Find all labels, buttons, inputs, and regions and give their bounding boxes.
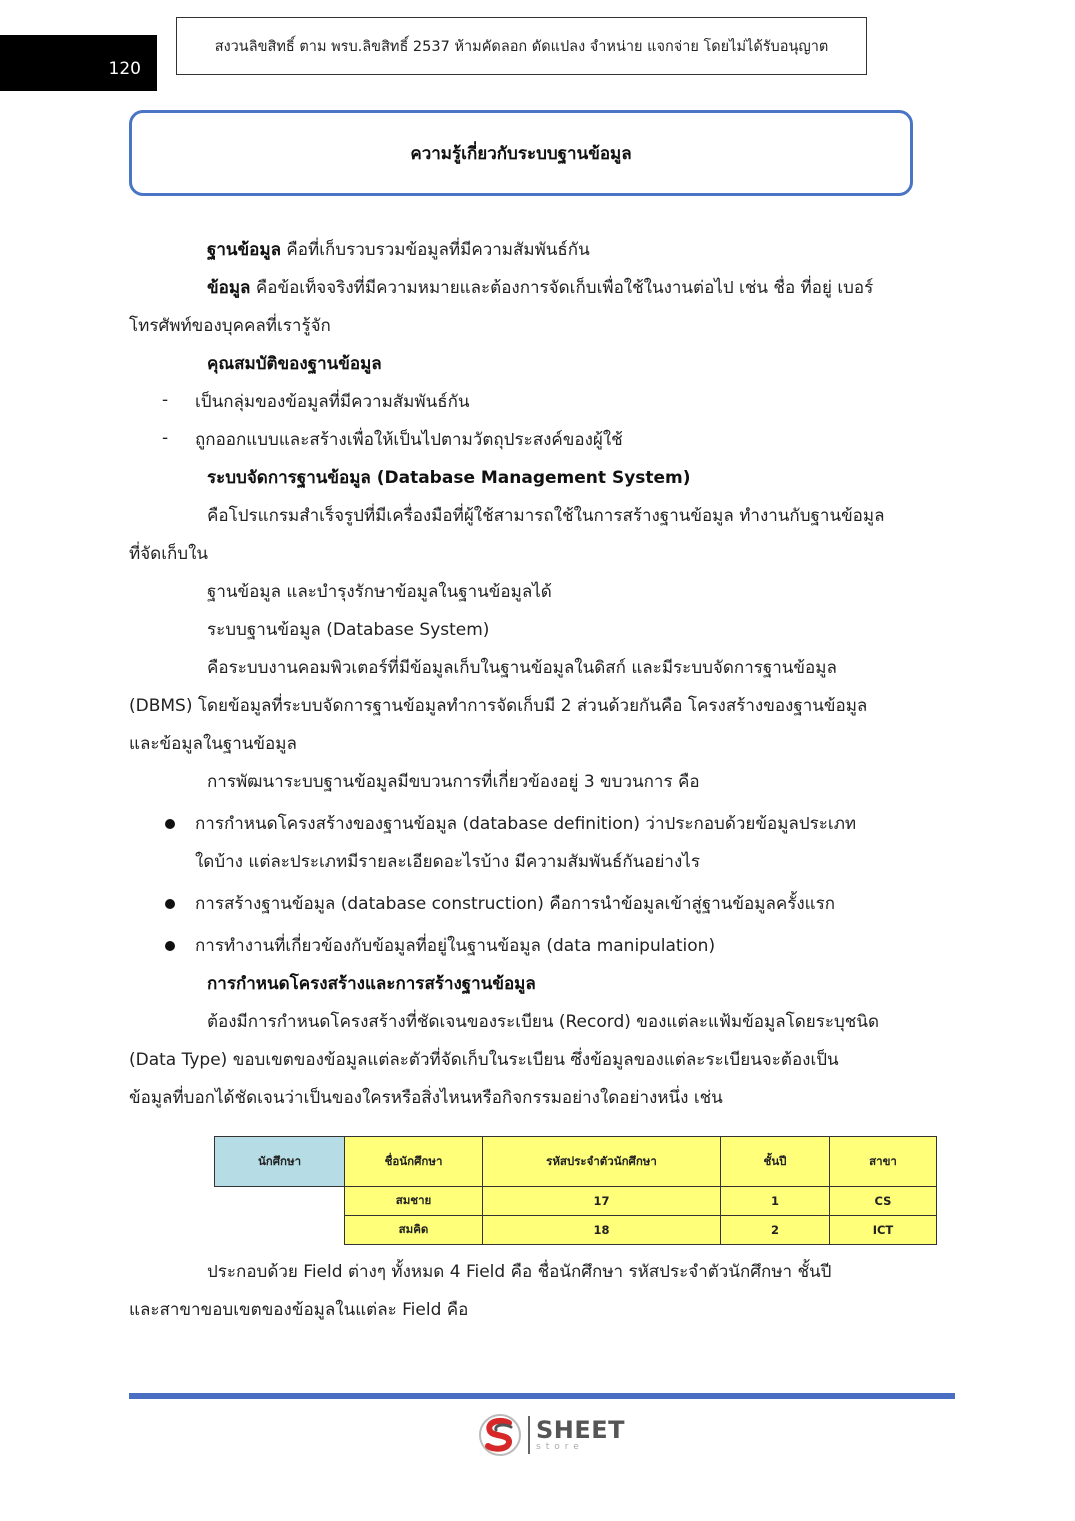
paragraph-dbms-2: ที่จัดเก็บใน xyxy=(129,544,209,564)
table-header-cell: รหัสประจำตัวนักศึกษา xyxy=(483,1137,721,1187)
page-title: ความรู้เกี่ยวกับระบบฐานข้อมูล xyxy=(129,110,913,196)
dash-marker: - xyxy=(162,428,169,448)
paragraph-dbs-2: (DBMS) โดยข้อมูลที่ระบบจัดการฐานข้อมูลทำการจัดเก็บมี 2 ส่วนด้วยกันคือ โครงสร้างของฐานข้อมูล xyxy=(129,696,868,716)
table-cell: 1 xyxy=(721,1187,830,1216)
property-item-1: เป็นกลุ่มของข้อมูลที่มีความสัมพันธ์กัน xyxy=(195,392,470,412)
table-cell: ICT xyxy=(830,1216,937,1245)
paragraph-fields-2: และสาขาขอบเขตของข้อมูลในแต่ละ Field คือ xyxy=(129,1300,469,1320)
bullet-icon xyxy=(165,941,175,951)
table-cell: สมชาย xyxy=(345,1187,483,1216)
logo-subtext: store xyxy=(536,1442,584,1452)
table-cell: 18 xyxy=(483,1216,721,1245)
paragraph-development: การพัฒนาระบบฐานข้อมูลมีขบวนการที่เกี่ยวข้องอยู่ 3 ขบวนการ คือ xyxy=(207,772,700,792)
bullet-item-2: การสร้างฐานข้อมูล (database construction) คือการนำข้อมูลเข้าสู่ฐานข้อมูลครั้งแรก xyxy=(195,894,836,914)
bullet-item-1: การกำหนดโครงสร้างของฐานข้อมูล (database definition) ว่าประกอบด้วยข้อมูลประเภท xyxy=(195,814,857,834)
dash-marker: - xyxy=(162,390,169,410)
paragraph-dbms-3: ฐานข้อมูล และบำรุงรักษาข้อมูลในฐานข้อมูลได้ xyxy=(207,582,552,602)
paragraph-dbs-1: คือระบบงานคอมพิวเตอร์ที่มีข้อมูลเก็บในฐานข้อมูลในดิสก์ และมีระบบจัดการฐานข้อมูล xyxy=(207,658,837,678)
table-header-cell: ชื่อนักศึกษา xyxy=(345,1137,483,1187)
heading-structure: การกำหนดโครงสร้างและการสร้างฐานข้อมูล xyxy=(207,974,536,994)
footer-divider xyxy=(129,1393,955,1399)
paragraph-structure-1: ต้องมีการกำหนดโครงสร้างที่ชัดเจนของระเบียน (Record) ของแต่ละแฟ้มข้อมูลโดยระบุชนิด xyxy=(207,1012,879,1032)
sheet-logo-icon xyxy=(478,1413,522,1457)
paragraph-data-definition: ข้อมูล คือข้อเท็จจริงที่มีความหมายและต้องการจัดเก็บเพื่อใช้ในงานต่อไป เช่น ชื่อ ที่อยู่ เบอร์ xyxy=(207,278,874,298)
bullet-icon xyxy=(165,899,175,909)
student-table xyxy=(214,1136,937,1245)
paragraph-fields-1: ประกอบด้วย Field ต่างๆ ทั้งหมด 4 Field คือ ชื่อนักศึกษา รหัสประจำตัวนักศึกษา ชั้นปี xyxy=(207,1262,832,1282)
heading-dbms: ระบบจัดการฐานข้อมูล (Database Management System) xyxy=(207,468,691,488)
heading-database-system: ระบบฐานข้อมูล (Database System) xyxy=(207,620,490,640)
heading-properties: คุณสมบัติของฐานข้อมูล xyxy=(207,354,382,374)
bullet-icon xyxy=(165,819,175,829)
paragraph-structure-3: ข้อมูลที่บอกได้ชัดเจนว่าเป็นของใครหรือสิ่งไหนหรือกิจกรรมอย่างใดอย่างหนึ่ง เช่น xyxy=(129,1088,723,1108)
paragraph-structure-2: (Data Type) ขอบเขตของข้อมูลแต่ละตัวที่จัดเก็บในระเบียน ซึ่งข้อมูลของแต่ละระเบียนจะต้องเป็น xyxy=(129,1050,839,1070)
table-row xyxy=(215,1187,937,1216)
table-entity-cell: นักศึกษา xyxy=(215,1137,345,1187)
copyright-notice: สงวนลิขสิทธิ์ ตาม พรบ.ลิขสิทธิ์ 2537 ห้ามคัดลอก ดัดแปลง จำหน่าย แจกจ่าย โดยไม่ได้รับอนุญาต xyxy=(176,17,867,75)
paragraph-dbms-1: คือโปรแกรมสำเร็จรูปที่มีเครื่องมือที่ผู้ใช้สามารถใช้ในการสร้างฐานข้อมูล ทำงานกับฐานข้อมูล xyxy=(207,506,885,526)
sheet-store-logo xyxy=(478,1410,625,1460)
table-cell: 17 xyxy=(483,1187,721,1216)
table-cell: CS xyxy=(830,1187,937,1216)
paragraph-dbs-3: และข้อมูลในฐานข้อมูล xyxy=(129,734,297,754)
property-item-2: ถูกออกแบบและสร้างเพื่อให้เป็นไปตามวัตถุประสงค์ของผู้ใช้ xyxy=(195,430,623,450)
table-header-cell: ชั้นปี xyxy=(721,1137,830,1187)
paragraph-data-definition-cont: โทรศัพท์ของบุคคลที่เรารู้จัก xyxy=(129,316,331,336)
table-header-cell: สาขา xyxy=(830,1137,937,1187)
table-row xyxy=(215,1216,937,1245)
bullet-item-1-cont: ใดบ้าง แต่ละประเภทมีรายละเอียดอะไรบ้าง มีความสัมพันธ์กันอย่างไร xyxy=(195,852,700,872)
table-cell: 2 xyxy=(721,1216,830,1245)
table-cell: สมคิด xyxy=(345,1216,483,1245)
page-number: 120 xyxy=(0,35,157,91)
bullet-item-3: การทำงานที่เกี่ยวข้องกับข้อมูลที่อยู่ในฐานข้อมูล (data manipulation) xyxy=(195,936,716,956)
logo-wordmark: SHEET xyxy=(536,1416,626,1444)
paragraph-database-definition: ฐานข้อมูล คือที่เก็บรวบรวมข้อมูลที่มีความสัมพันธ์กัน xyxy=(207,240,590,260)
